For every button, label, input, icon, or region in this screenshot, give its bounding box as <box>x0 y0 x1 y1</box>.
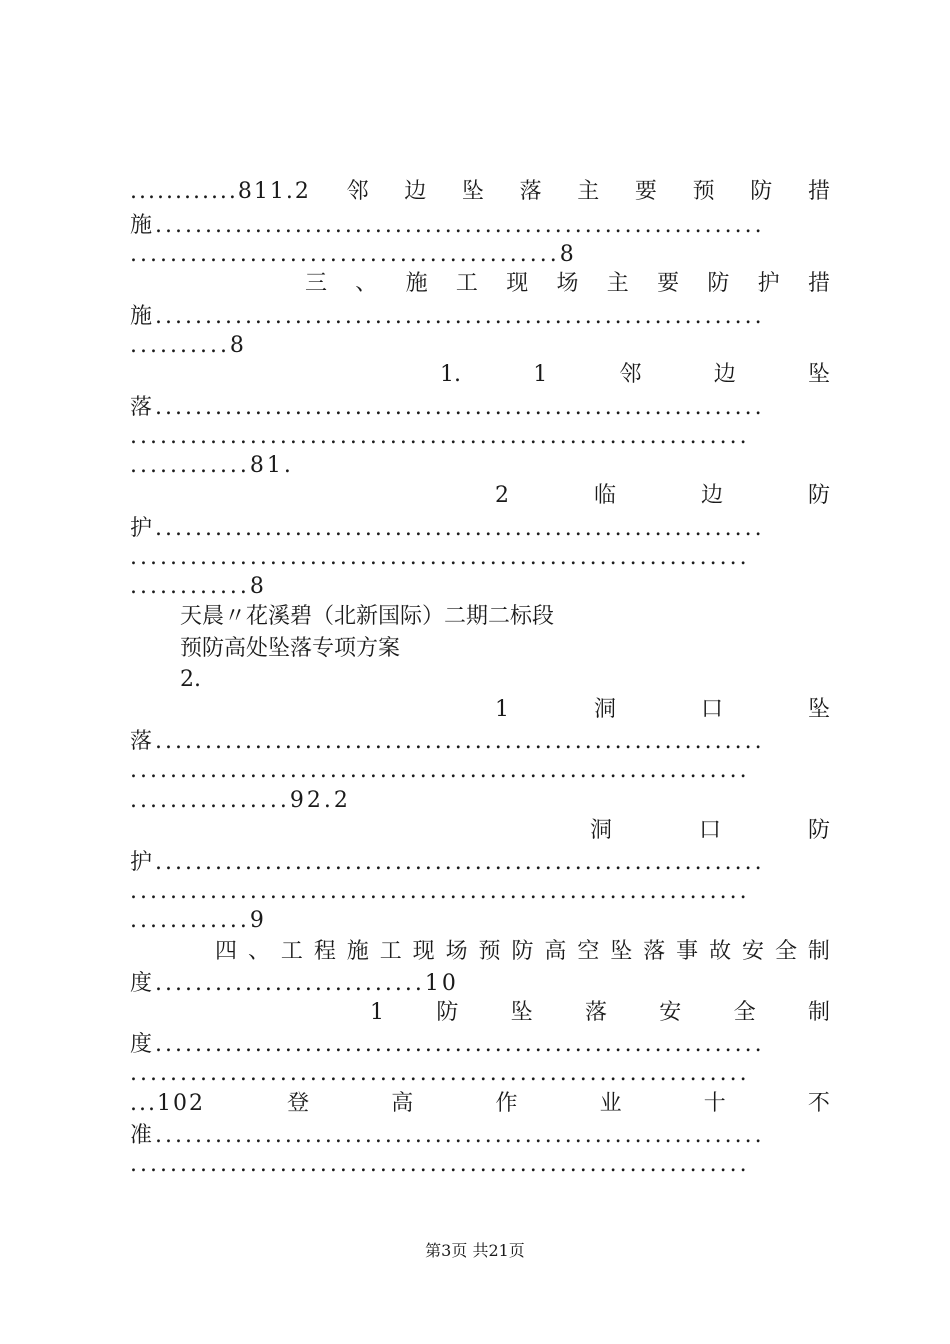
toc-text: 空 <box>577 939 600 964</box>
toc-text: 工 <box>455 271 478 296</box>
toc-text: 护 <box>757 271 780 296</box>
toc-text: 洞 <box>590 818 613 843</box>
toc-text: 制 <box>807 939 830 964</box>
toc-text: 防 <box>750 179 773 204</box>
toc-text: 2. <box>180 667 201 692</box>
toc-text: 1 <box>495 697 509 722</box>
toc-text: 落 <box>584 1000 607 1025</box>
toc-line <box>130 177 830 207</box>
toc-text: 安 <box>742 939 765 964</box>
toc-text: 高 <box>391 1091 414 1116</box>
toc-text: 口 <box>698 818 721 843</box>
toc-text: 作 <box>495 1091 518 1116</box>
toc-text: 边 <box>404 179 427 204</box>
toc-text: 场 <box>445 939 468 964</box>
toc-line: 落............................................................. <box>130 395 765 420</box>
document-header-title: 天晨〃花溪碧（北新国际）二期二标段 <box>180 604 555 629</box>
toc-text: 防 <box>511 939 534 964</box>
toc-line: 护............................................................. <box>130 516 765 541</box>
toc-text: 预 <box>692 179 715 204</box>
toc-text: 洞 <box>593 697 616 722</box>
toc-text: 1. <box>440 362 461 387</box>
toc-text: 措 <box>807 271 830 296</box>
toc-line: ............8 <box>130 574 267 599</box>
toc-text: 临 <box>593 483 616 508</box>
toc-line <box>495 695 830 725</box>
toc-text: 防 <box>707 271 730 296</box>
toc-text: ...102 <box>130 1091 205 1116</box>
toc-text: 坠 <box>807 362 830 387</box>
toc-text: 十 <box>703 1091 726 1116</box>
toc-text: 全 <box>733 1000 756 1025</box>
toc-line: .............................................................. <box>130 424 750 449</box>
toc-text: 1 <box>370 1000 384 1025</box>
toc-text: 场 <box>556 271 579 296</box>
toc-line: .............................................................. <box>130 545 750 570</box>
toc-text: 邻 <box>346 179 369 204</box>
toc-text: 业 <box>599 1091 622 1116</box>
toc-text: 落 <box>643 939 666 964</box>
toc-line <box>305 269 830 299</box>
toc-text: 制 <box>807 1000 830 1025</box>
toc-text: 主 <box>606 271 629 296</box>
toc-line <box>440 360 830 390</box>
toc-text: 现 <box>506 271 529 296</box>
toc-text: 2 <box>495 483 509 508</box>
toc-line: .............................................................. <box>130 758 750 783</box>
toc-line <box>370 998 830 1028</box>
toc-text: 事 <box>676 939 699 964</box>
toc-text: 现 <box>412 939 435 964</box>
toc-text: 安 <box>659 1000 682 1025</box>
toc-text: 工 <box>379 939 402 964</box>
toc-text: 主 <box>577 179 600 204</box>
toc-text: 坠 <box>807 697 830 722</box>
toc-text: 措 <box>807 179 830 204</box>
toc-line: ............9 <box>130 908 267 933</box>
toc-line: 施............................................................. <box>130 213 765 238</box>
toc-text: ............811.2 <box>130 179 311 204</box>
toc-line: .............................................................. <box>130 879 750 904</box>
toc-line: ..........8 <box>130 333 247 358</box>
toc-line <box>215 937 830 967</box>
toc-line: 施............................................................. <box>130 304 765 329</box>
toc-text: 不 <box>807 1091 830 1116</box>
toc-line: ................92.2 <box>130 788 351 813</box>
toc-text: 口 <box>700 697 723 722</box>
toc-text: 四 <box>215 939 238 964</box>
toc-text: 三 <box>305 271 328 296</box>
toc-text: 登 <box>287 1091 310 1116</box>
toc-text: 1 <box>533 362 548 387</box>
page-footer: 第3页 共21页 <box>425 1241 525 1260</box>
toc-text: 要 <box>634 179 657 204</box>
toc-line: 准............................................................. <box>130 1123 765 1148</box>
toc-line: 度............................................................. <box>130 1032 765 1057</box>
toc-text: 防 <box>807 483 830 508</box>
toc-line: .............................................................. <box>130 1152 750 1177</box>
toc-text: 落 <box>519 179 542 204</box>
toc-text: 边 <box>713 362 736 387</box>
toc-text: 防 <box>436 1000 459 1025</box>
toc-line: 落............................................................. <box>130 729 765 754</box>
toc-line: ............81. <box>130 453 294 478</box>
toc-line: 度...........................10 <box>130 971 459 996</box>
toc-text: 要 <box>657 271 680 296</box>
toc-text: 高 <box>544 939 567 964</box>
toc-text: 施 <box>346 939 369 964</box>
toc-text: 全 <box>774 939 797 964</box>
toc-text: 工 <box>280 939 303 964</box>
toc-line <box>495 481 830 511</box>
toc-text: 故 <box>709 939 732 964</box>
toc-line: 护............................................................. <box>130 850 765 875</box>
toc-text: 坠 <box>461 179 484 204</box>
toc-line: .............................................................. <box>130 1061 750 1086</box>
toc-text: 边 <box>700 483 723 508</box>
document-header-subtitle: 预防高处坠落专项方案 <box>180 636 401 661</box>
toc-text: 施 <box>405 271 428 296</box>
toc-text: 防 <box>807 818 830 843</box>
toc-text: 程 <box>313 939 336 964</box>
toc-text: 预 <box>478 939 501 964</box>
toc-text: 坠 <box>510 1000 533 1025</box>
toc-line <box>130 1089 830 1119</box>
toc-line: ...........................................8 <box>130 242 577 267</box>
toc-text: 、 <box>355 271 378 296</box>
toc-line <box>590 816 830 846</box>
toc-text: 、 <box>247 939 270 964</box>
toc-text: 邻 <box>619 362 642 387</box>
toc-text: 坠 <box>610 939 633 964</box>
